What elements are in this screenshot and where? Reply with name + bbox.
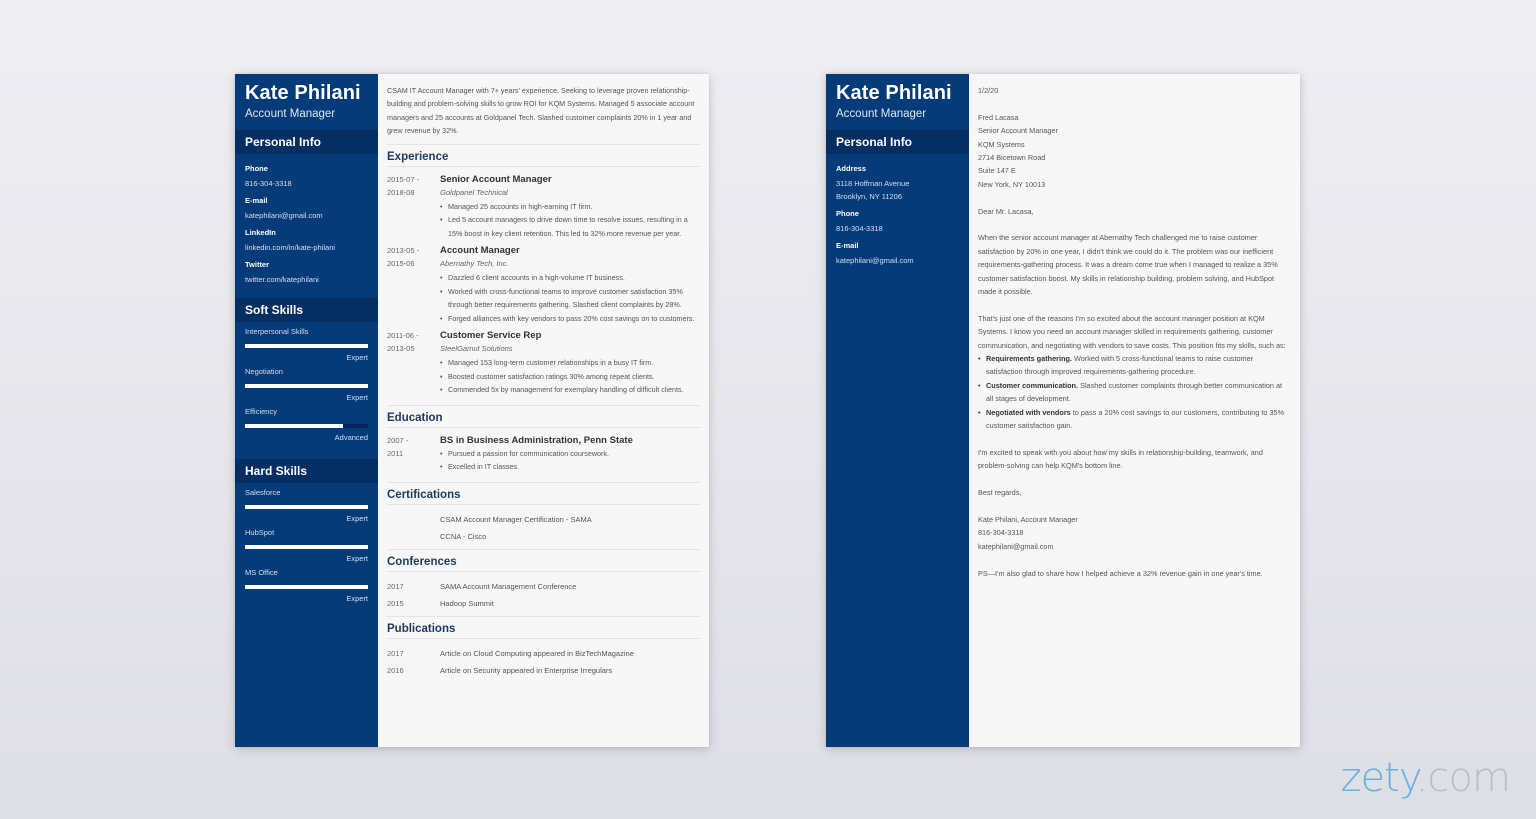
certification-item: [387, 511, 700, 528]
info-label-twitter: Twitter: [245, 260, 270, 269]
entry-body: [440, 434, 700, 474]
degree-title: BS in Business Administration, Penn State: [440, 434, 633, 446]
publication-name: Article on Security appeared in Enterprise Irregulars: [440, 665, 613, 675]
paragraph: That's just one of the reasons I'm so excited about the account manager position at KQM Systems. I know you need an account manager skilled in requirements gathering, customer communication, and negotiating with vendors to save costs. This position fits my skills, such as:: [978, 313, 1286, 350]
company: SteelGamut Solutions: [440, 344, 513, 354]
info-linkedin: linkedin.com/in/kate-philani: [245, 243, 336, 252]
publications-section: [387, 645, 700, 679]
entry-body: [440, 173, 700, 241]
hard-skills-heading: Hard Skills: [235, 459, 378, 483]
publication-item: [387, 662, 700, 679]
entry-date: [387, 434, 440, 474]
paragraph: When the senior account manager at Abernathy Tech challenged me to raise customer satisfaction by 20% in one year, I didn't think we could do it. The problem was our inefficient requirements-gathering process. It was a dream come true when I managed to realize a 35% customer satisfaction boost. My skills in relationship building, problem solving, and HubSpot made it possible.: [978, 233, 1278, 297]
info-address-line1: 3118 Hoffman Avenue: [836, 179, 910, 188]
certifications-section: [387, 511, 700, 550]
conference-item: [387, 578, 700, 595]
skill-level: Expert: [346, 353, 368, 362]
skill-level: Expert: [346, 393, 368, 402]
bullet-list: [440, 356, 700, 397]
recipient-address: [978, 111, 1291, 191]
bullet: • Led 5 account managers to drive down time to resolve issues, resulting in a 15% boost in key client retention. This led to 32% more revenue per year.: [440, 213, 700, 240]
letter-body: [978, 84, 1291, 580]
skill-bar: [245, 424, 368, 428]
bullet: • Boosted customer satisfaction ratings 30% among repeat clients.: [440, 370, 700, 384]
skills-bullet-list: [978, 352, 1291, 432]
bullet-text: Worked with 5 cross-functional teams to raise customer satisfaction through improved requirements-gathering procedure.: [986, 354, 1254, 377]
conference-name: Hadoop Summit: [440, 598, 494, 608]
info-label-address: Address: [836, 164, 867, 173]
date-end: 2018-08: [387, 187, 415, 197]
entry-date: [387, 173, 440, 241]
skill-item: [245, 488, 368, 523]
publication-item: [387, 645, 700, 662]
info-label-email: E-mail: [245, 196, 268, 205]
skill-level: Expert: [346, 554, 368, 563]
info-label-linkedin: LinkedIn: [245, 228, 276, 237]
skill-bar: [245, 344, 368, 348]
letter-name: Kate Philani: [836, 82, 952, 104]
education-heading: Education: [387, 406, 700, 428]
info-label-email: E-mail: [836, 241, 859, 250]
bullet: [978, 406, 1291, 433]
skill-name: Efficiency: [245, 407, 277, 416]
certification-name: CCNA - Cisco: [440, 531, 487, 541]
info-twitter: twitter.com/katephilani: [245, 275, 319, 284]
bullet-bold: Customer communication.: [986, 380, 1079, 390]
cover-letter-page: [826, 74, 1300, 747]
date-start: 2007 -: [387, 435, 409, 445]
skill-item: [245, 327, 368, 362]
company: Abernathy Tech, Inc.: [440, 259, 509, 269]
skill-bar: [245, 545, 368, 549]
skill-bar: [245, 505, 368, 509]
salutation: Dear Mr. Lacasa,: [978, 206, 1034, 216]
date-start: 2015-07 -: [387, 174, 420, 184]
skill-name: Interpersonal Skills: [245, 327, 309, 336]
paragraph: I'm excited to speak with you about how my skills in relationship-building, teamwork, and problem-solving can help KQM's bottom line.: [978, 447, 1263, 471]
logo-suffix: .com: [1415, 755, 1510, 801]
conferences-section: [387, 578, 700, 617]
date-start: 2011-06 -: [387, 331, 419, 341]
info-label-phone: Phone: [836, 209, 859, 218]
resume-summary: CSAM IT Account Manager with 7+ years' experience. Seeking to leverage proven relationship-building and problem-solving skills to grow ROI for KQM Systems. Managed 5 associate account managers and 25 accounts at Goldpanel Tech. Slashed customer complaints 20% in 1 year and grew revenue by 32%.: [387, 84, 700, 145]
skill-bar: [245, 384, 368, 388]
conference-name: SAMA Account Management Conference: [440, 581, 577, 591]
skill-level: Expert: [346, 514, 368, 523]
resume-name: Kate Philani: [245, 82, 361, 104]
signature-name: Kate Philani, Account Manager: [978, 514, 1078, 524]
recipient-name: Fred Lacasa: [978, 112, 1019, 122]
hard-skills: [235, 483, 378, 610]
skill-bar-fill: [245, 384, 368, 388]
info-phone: 816-304-3318: [836, 224, 883, 233]
skill-item: [245, 407, 368, 442]
bullet: • Dazzled 6 client accounts in a high-volume IT business.: [440, 271, 700, 285]
bullet-text: Slashed customer complaints through better communication at all stages of development.: [986, 380, 1283, 404]
bullet: • Excelled in IT classes.: [440, 460, 700, 474]
recipient-company: KQM Systems: [978, 139, 1025, 149]
certifications-heading: Certifications: [387, 483, 700, 505]
job-title: Senior Account Manager: [440, 173, 552, 185]
bullet: [978, 352, 1291, 379]
skill-bar: [245, 585, 368, 589]
letter-role: Account Manager: [836, 108, 927, 120]
publication-name: Article on Cloud Computing appeared in BizTechMagazine: [440, 648, 634, 658]
bullet-bold: Negotiated with vendors: [986, 407, 1071, 417]
letter-main: [969, 74, 1300, 747]
entry-date: [387, 329, 440, 397]
recipient-street: 2714 Bicetown Road: [978, 153, 1046, 163]
bullet-text: to pass a 20% cost savings to our customers, contributing to 35% customer satisfaction gain.: [986, 407, 1285, 431]
resume-page: [235, 74, 709, 747]
job-title: Customer Service Rep: [440, 330, 542, 342]
bullet: [978, 379, 1291, 406]
publications-heading: Publications: [387, 617, 700, 639]
skill-bar-fill: [245, 424, 343, 428]
date-end: 2013-05: [387, 344, 415, 354]
soft-skills-heading: Soft Skills: [235, 298, 378, 322]
info-email: katephilani@gmail.com: [836, 256, 914, 265]
skill-name: HubSpot: [245, 528, 275, 537]
conference-item: [387, 595, 700, 612]
certification-name: CSAM Account Manager Certification - SAMA: [440, 514, 592, 524]
resume-sidebar: [235, 74, 378, 747]
closing: Best regards,: [978, 488, 1022, 498]
skill-level: Expert: [346, 594, 368, 603]
postscript: PS—I'm also glad to share how I helped achieve a 32% revenue gain in one year's time.: [978, 568, 1263, 578]
bullet: • Worked with cross-functional teams to improve customer satisfaction 35% through better requirements gathering. Slashed client complaints by 28%.: [440, 285, 700, 312]
date-end: 2011: [387, 448, 404, 458]
zety-logo: [1341, 755, 1510, 801]
publication-year: 2017: [387, 648, 404, 658]
letter-date: 1/2/20: [978, 86, 999, 95]
bullet-list: [440, 200, 700, 241]
certification-item: [387, 528, 700, 545]
resume-main: [378, 74, 709, 747]
bullet: • Managed 25 accounts in high-earning IT firm.: [440, 200, 700, 214]
signature-phone: 816-304-3318: [978, 528, 1024, 538]
recipient-suite: Suite 147 E: [978, 166, 1016, 176]
personal-info: [826, 154, 969, 269]
skill-bar-fill: [245, 344, 368, 348]
job-title: Account Manager: [440, 245, 520, 257]
education-entry: [387, 434, 700, 474]
soft-skills: [235, 322, 378, 449]
personal-info-heading: Personal Info: [826, 130, 969, 154]
signature: [978, 513, 1291, 553]
skill-item: [245, 568, 368, 603]
conference-year: 2015: [387, 598, 404, 608]
skill-name: Negotiation: [245, 367, 283, 376]
signature-email: katephilani@gmail.com: [978, 541, 1054, 551]
info-address-line2: Brooklyn, NY 11206: [836, 192, 903, 201]
skill-item: [245, 367, 368, 402]
info-email: katephilani@gmail.com: [245, 211, 323, 220]
experience-entry: [387, 173, 700, 241]
bullet-bold: Requirements gathering.: [986, 354, 1072, 364]
letter-sidebar: [826, 74, 969, 747]
skill-bar-fill: [245, 545, 368, 549]
skill-item: [245, 528, 368, 563]
date-start: 2013-05 -: [387, 246, 420, 256]
info-label-phone: Phone: [245, 164, 268, 173]
recipient-title: Senior Account Manager: [978, 126, 1058, 136]
entry-date: [387, 244, 440, 325]
experience-entry: [387, 244, 700, 325]
entry-body: [440, 244, 700, 325]
company: Goldpanel Technical: [440, 187, 508, 197]
skill-level: Advanced: [334, 433, 368, 442]
experience-entry: [387, 329, 700, 397]
bullet: • Forged alliances with key vendors to pass 20% cost savings on to customers.: [440, 312, 700, 326]
entry-body: [440, 329, 700, 397]
experience-section: [387, 173, 700, 406]
conferences-heading: Conferences: [387, 550, 700, 572]
skill-bar-fill: [245, 585, 368, 589]
skill-name: Salesforce: [245, 488, 281, 497]
publication-year: 2016: [387, 665, 404, 675]
conference-year: 2017: [387, 581, 404, 591]
bullet: • Managed 153 long-term customer relationships in a busy IT firm.: [440, 356, 700, 370]
skill-bar-fill: [245, 505, 368, 509]
recipient-city: New York, NY 10013: [978, 179, 1046, 189]
bullet-list: [440, 271, 700, 325]
logo-main: zety: [1340, 755, 1416, 801]
info-phone: 816-304-3318: [245, 179, 292, 188]
bullet: • Commended 5x by management for exemplary handling of difficult clients.: [440, 383, 700, 397]
personal-info: [235, 154, 378, 288]
experience-heading: Experience: [387, 145, 700, 167]
resume-role: Account Manager: [245, 108, 336, 120]
date-end: 2015-06: [387, 259, 415, 269]
education-section: [387, 434, 700, 483]
personal-info-heading: Personal Info: [235, 130, 378, 154]
bullet: • Pursued a passion for communication coursework.: [440, 447, 700, 461]
skill-name: MS Office: [245, 568, 278, 577]
bullet-list: [440, 447, 700, 474]
